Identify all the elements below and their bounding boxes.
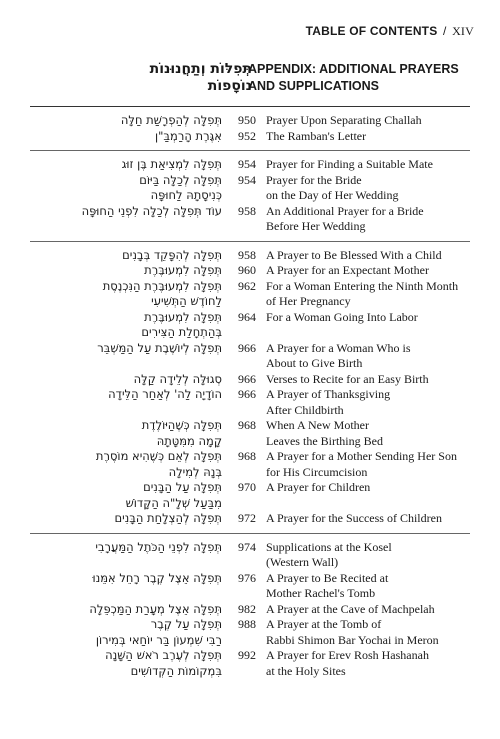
hebrew-title: תְּפִלָּה עַל הַבָּנִים מִבַּעַל שְׁלָ"ה הַקָּדוֹשׁ <box>125 480 222 510</box>
page-ref: 966 <box>238 387 256 401</box>
toc-entry[interactable] <box>30 602 470 618</box>
toc-entry[interactable] <box>30 113 470 129</box>
page-ref: 970 <box>238 480 256 494</box>
toc-entry[interactable] <box>30 204 470 235</box>
toc-entry[interactable] <box>30 449 470 480</box>
hebrew-title: הוֹדָיָה לַה' לְאַחַר הַלֵּידָה <box>108 387 222 401</box>
english-title: Supplications at the Kosel (Western Wall) <box>266 539 392 569</box>
english-title: A Prayer to Be Recited at Mother Rachel's Tomb <box>266 570 389 600</box>
hebrew-title: תְּפִלָּה לִמְצִיאַת בֶּן זוּג <box>121 157 222 171</box>
toc-entry[interactable] <box>30 418 470 449</box>
english-title: Prayer for the Bride on the Day of Her Wedding <box>266 172 399 202</box>
page-ref: 952 <box>238 128 256 143</box>
header-separator: / <box>442 24 447 38</box>
english-title: A Prayer at the Cave of Machpelah <box>266 601 435 616</box>
toc-entry[interactable] <box>30 248 470 264</box>
toc-entry[interactable] <box>30 173 470 204</box>
toc-entry[interactable] <box>30 387 470 418</box>
hebrew-title: תְּפִלָּה לִפְנֵי הַכֹּתֶל הַמַּעֲרָבִי <box>95 539 222 554</box>
english-title: A Prayer for Children <box>266 480 371 494</box>
toc-entry[interactable] <box>30 511 470 527</box>
english-title: An Additional Prayer for a Bride Before Her Wedding <box>266 203 424 233</box>
english-title: A Prayer for Erev Rosh Hashanah at the Holy Sites <box>266 648 429 678</box>
hebrew-title: תְּפִלָּה לְכַלָּה בַּיּוֹם כְּנִיסָתָהּ לַחוּפָּה <box>139 172 222 202</box>
page-ref: 966 <box>238 371 256 386</box>
toc-entry[interactable] <box>30 263 470 279</box>
toc-list <box>30 106 470 685</box>
hebrew-title: תְּפִלָּה אֵצֶל קֶבֶר רָחֵל אִמֵּנוּ <box>92 570 222 585</box>
page-ref: 958 <box>238 203 256 218</box>
toc-entry[interactable] <box>30 540 470 571</box>
english-title: A Prayer to Be Blessed With a Child <box>266 247 442 262</box>
hebrew-title: תְּפִלָּה לְהַפְרָשַׁת חַלָּה <box>120 113 222 127</box>
section-heading <box>30 61 470 103</box>
toc-entry[interactable] <box>30 372 470 388</box>
page-ref: 976 <box>238 570 256 585</box>
toc-entry[interactable] <box>30 157 470 173</box>
running-title: TABLE OF CONTENTS <box>305 24 438 38</box>
toc-entry[interactable] <box>30 648 470 679</box>
toc-group <box>30 106 470 150</box>
hebrew-title: תְּפִלָּה לִמְעוּבֶּרֶת בְּהַתְחָלַת הַצִּירִים <box>141 309 222 339</box>
toc-entry[interactable] <box>30 129 470 145</box>
page-ref: 974 <box>238 539 256 554</box>
page-number: XIV <box>452 24 474 38</box>
english-title: A Prayer for an Expectant Mother <box>266 263 429 277</box>
page-ref: 962 <box>238 278 256 293</box>
toc-entry[interactable] <box>30 617 470 648</box>
page-ref: 972 <box>238 511 256 525</box>
page-ref: 982 <box>238 601 256 616</box>
english-title: Prayer for Finding a Suitable Mate <box>266 157 433 171</box>
toc-entry[interactable] <box>30 310 470 341</box>
hebrew-title: סְגוּלָּה לְלֵידָה קַלָּה <box>133 371 222 386</box>
hebrew-title: עוֹד תְּפִלָּה לְכַלָּה לִפְנֵי הַחוּפָּה <box>81 203 222 218</box>
page-ref: 954 <box>238 172 256 187</box>
english-title: Prayer Upon Separating Challah <box>266 113 422 127</box>
page-header <box>306 24 474 39</box>
english-title: A Prayer for a Woman Who is About to Give Birth <box>266 340 411 370</box>
english-title: A Prayer for a Mother Sending Her Son for His Circumcision <box>266 449 457 479</box>
english-title: For a Woman Entering the Ninth Month of Her Pregnancy <box>266 278 459 308</box>
hebrew-title: תְּפִלָּה לִמְעוּבֶּרֶת הַנִּכְנֶסֶת לַחוֹדֶשׁ הַתְּשִׁיעִי <box>102 278 222 308</box>
hebrew-title: תְּפִלָּה לְהַצְלָחַת הַבָּנִים <box>114 511 222 525</box>
toc-group <box>30 241 470 533</box>
english-title: When A New Mother Leaves the Birthing Bed <box>266 418 383 448</box>
hebrew-title: תְּפִלָּה עַל קֶבֶר רַבִּי שִׁמְעוֹן בַּר יוֹחַאי בְּמִירוֹן <box>95 617 222 647</box>
hebrew-title: תְּפִלָּה אֵצֶל מְעָרַת הַמַּכְפֵּלָה <box>89 601 222 616</box>
hebrew-title: תְּפִלָּה לְעֶרֶב רֹאשׁ הַשָּׁנָה בִּמְקוֹמוֹת הַקְּדוֹשִׁים <box>105 648 222 678</box>
hebrew-title: תְּפִלָּה לְהִפָּקֵד בְּבָנִים <box>122 247 222 262</box>
hebrew-title: תְּפִלָּה לְיוֹשֶׁבֶת עַל הַמַּשְׁבֵּר <box>97 340 222 355</box>
page-ref: 954 <box>238 157 256 171</box>
page-ref: 992 <box>238 648 256 662</box>
hebrew-title: תְּפִלָּה כְּשֶׁהַיּוֹלֶדֶת קָמָה מִמִּטָּתָהּ <box>141 418 222 448</box>
hebrew-title: תְּפִלָּה לִמְעוּבֶּרֶת <box>144 263 222 277</box>
page-ref: 960 <box>238 263 256 277</box>
page-ref: 966 <box>238 340 256 355</box>
toc-entry[interactable] <box>30 279 470 310</box>
toc-entry[interactable] <box>30 571 470 602</box>
page-ref: 968 <box>238 418 256 432</box>
toc-group <box>30 533 470 686</box>
toc-group <box>30 150 470 241</box>
english-title: A Prayer at the Tomb of Rabbi Shimon Bar Yochai in Meron <box>266 617 439 647</box>
page-ref: 964 <box>238 309 256 324</box>
hebrew-title: תְּפִלָּה לְאֵם כְּשֶׁהִיא מוֹסֶרֶת בְּנָהּ לְמִילָה <box>95 449 222 479</box>
english-title: For a Woman Going Into Labor <box>266 309 418 324</box>
toc-entry[interactable] <box>30 341 470 372</box>
english-title: Verses to Recite for an Easy Birth <box>266 371 429 386</box>
english-title: A Prayer for the Success of Children <box>266 511 442 525</box>
page-ref: 968 <box>238 449 256 463</box>
page-ref: 988 <box>238 617 256 631</box>
toc-entry[interactable] <box>30 480 470 511</box>
english-title: The Ramban's Letter <box>266 128 367 143</box>
english-title: A Prayer of Thanksgiving After Childbirth <box>266 387 391 417</box>
page-ref: 958 <box>238 247 256 262</box>
hebrew-section-title: תְּפִלּוֹת וְתַחֲנוּנוֹת נוֹסָפוֹת <box>149 61 252 94</box>
page-ref: 950 <box>238 113 256 127</box>
english-section-title: APPENDIX: ADDITIONAL PRAYERS AND SUPPLICATIONS <box>248 62 459 93</box>
hebrew-title: אִגֶּרֶת הָרַמְבַּ"ן <box>154 128 222 143</box>
